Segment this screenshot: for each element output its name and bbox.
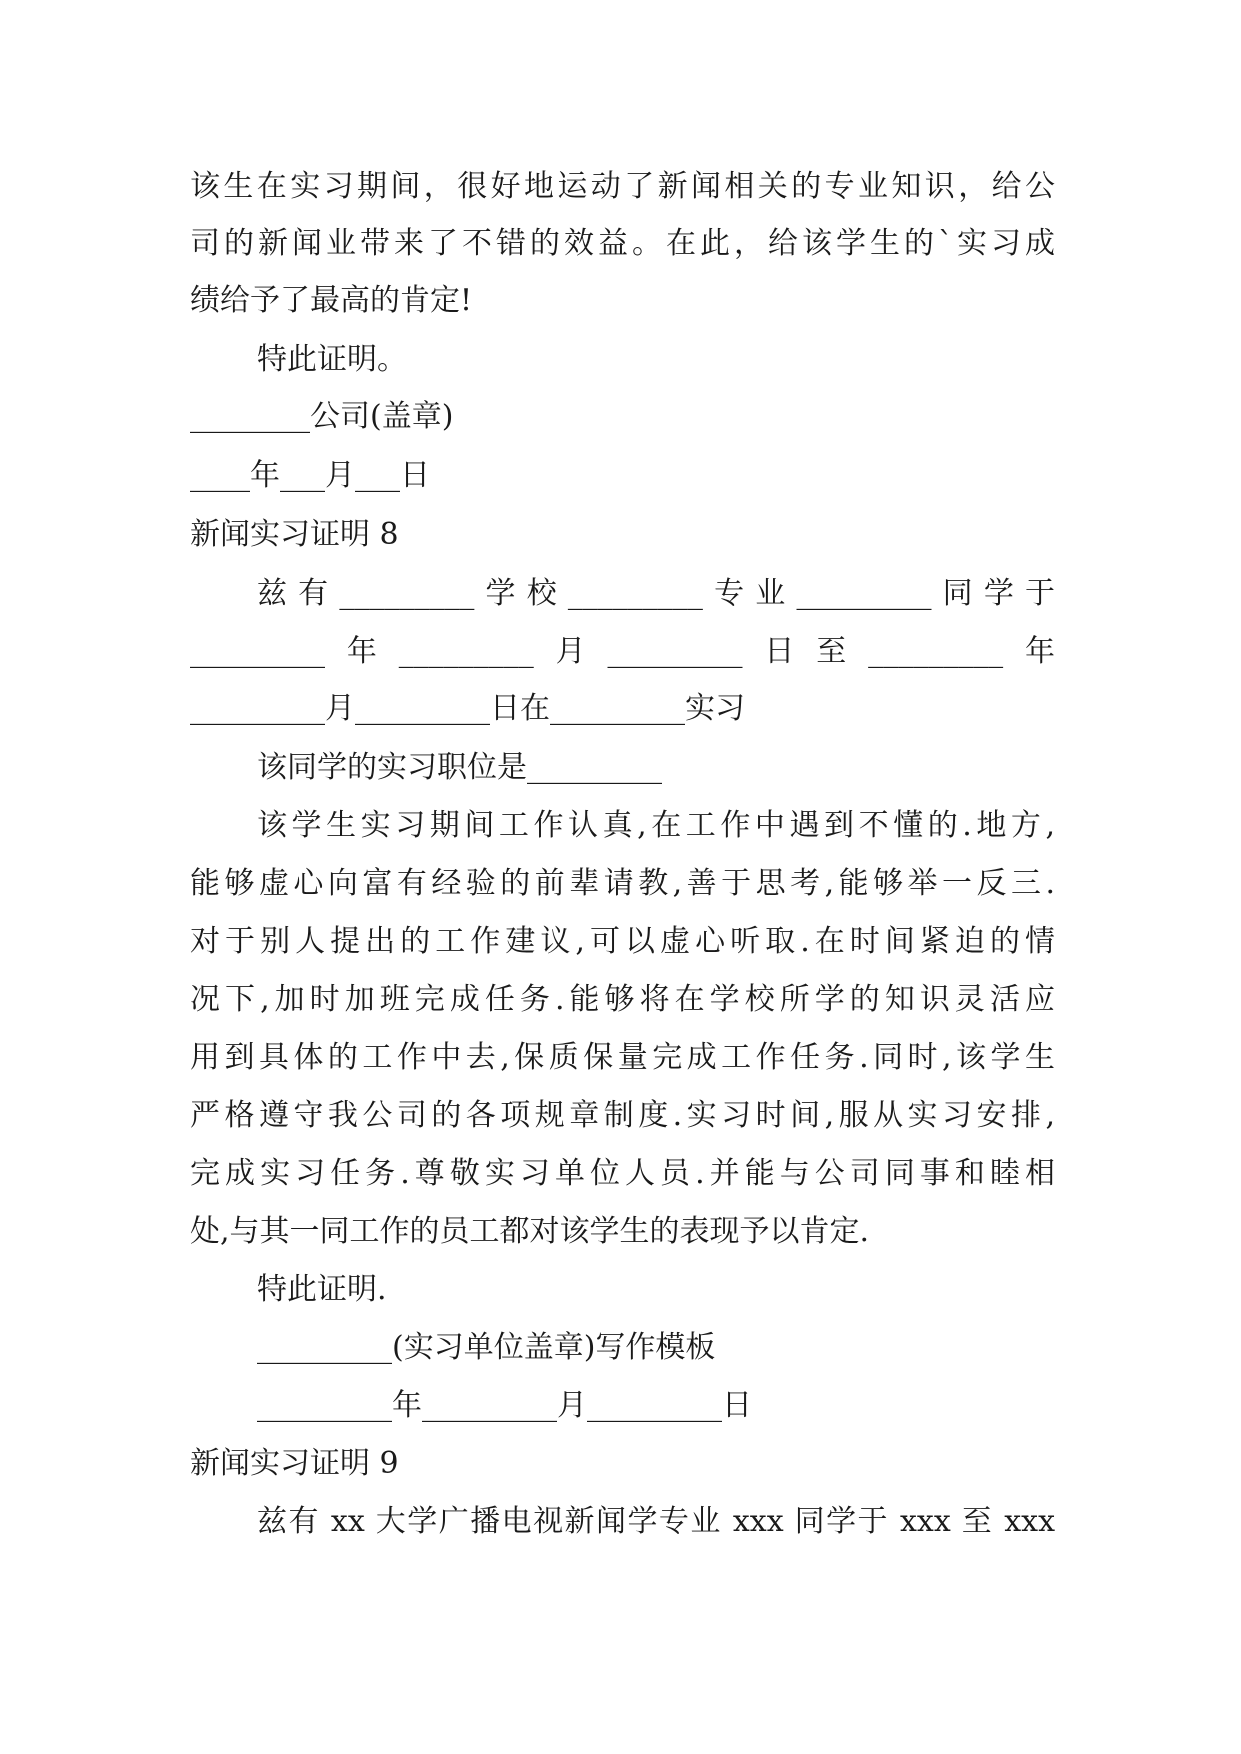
paragraph-line: 严格遵守我公司的各项规章制度.实习时间,服从实习安排, (190, 1098, 1055, 1133)
paragraph-line: 兹有 xx 大学广播电视新闻学专业 xxx 同学于 xxx 至 xxx (257, 1504, 1055, 1539)
paragraph-line: 处,与其一同工作的员工都对该学生的表现予以肯定. (190, 1214, 870, 1249)
paragraph-line: 司的新闻业带来了不错的效益。在此，给该学生的`实习成 (190, 226, 1055, 261)
company-seal-line: ________公司(盖章) (190, 399, 454, 434)
paragraph-line: 该学生实习期间工作认真,在工作中遇到不懂的.地方, (257, 808, 1055, 843)
paragraph-line: 绩给予了最高的肯定! (190, 283, 473, 318)
paragraph-line: 况下,加时加班完成任务.能够将在学校所学的知识灵活应 (190, 982, 1055, 1017)
certify-text: 特此证明。 (257, 342, 407, 377)
unit-seal-line: _________(实习单位盖章)写作模板 (257, 1330, 716, 1365)
paragraph-line: 兹有_________学校_________专业_________同学于 (257, 576, 1055, 611)
paragraph-line: _________月_________日在_________实习 (190, 691, 745, 726)
paragraph-line: 能够虚心向富有经验的前辈请教,善于思考,能够举一反三. (190, 866, 1055, 901)
section-heading: 新闻实习证明 8 (190, 517, 399, 552)
paragraph-line: 该同学的实习职位是_________ (257, 750, 662, 785)
paragraph-line: _________年_________月_________日至_________年 (190, 634, 1055, 669)
paragraph-line: 该生在实习期间，很好地运动了新闻相关的专业知识，给公 (190, 169, 1055, 204)
date-line: _________年_________月_________日 (257, 1388, 752, 1423)
paragraph-line: 对于别人提出的工作建议,可以虚心听取.在时间紧迫的情 (190, 924, 1055, 959)
section-heading: 新闻实习证明 9 (190, 1446, 399, 1481)
certify-text: 特此证明. (257, 1272, 387, 1307)
paragraph-line: 完成实习任务.尊敬实习单位人员.并能与公司同事和睦相 (190, 1156, 1055, 1191)
paragraph-line: 用到具体的工作中去,保质保量完成工作任务.同时,该学生 (190, 1040, 1055, 1075)
date-line: ____年___月___日 (190, 458, 430, 493)
